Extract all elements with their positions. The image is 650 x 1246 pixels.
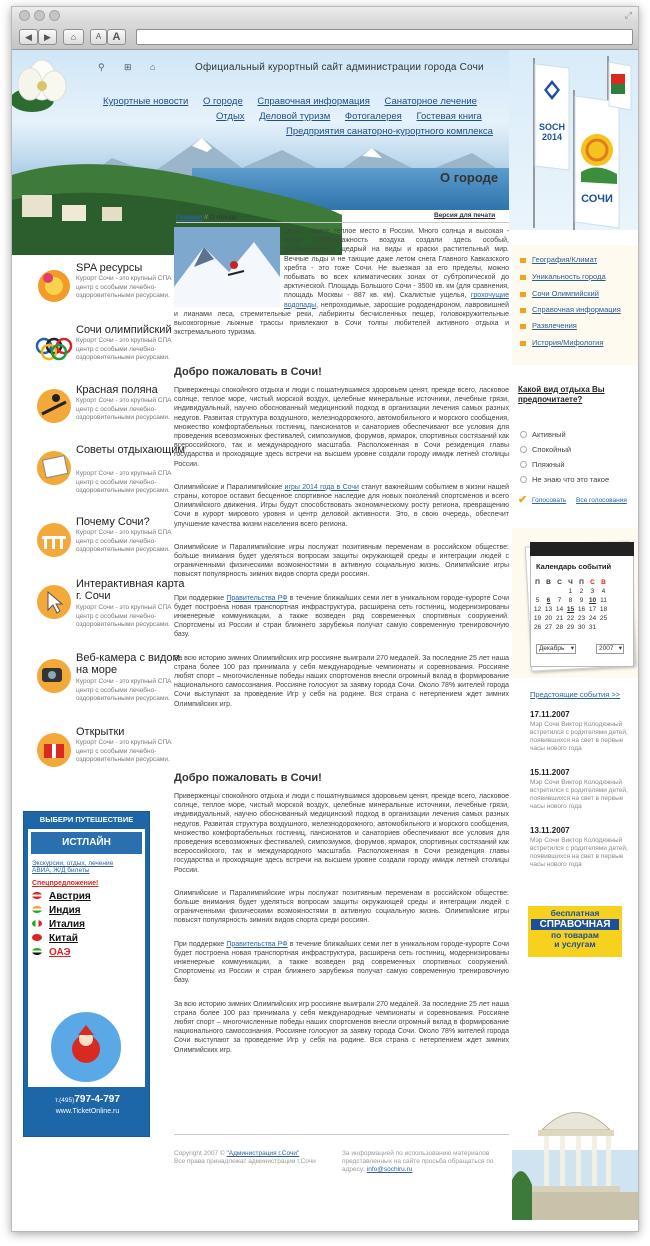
section-paragraph: Олимпийские и Паралимпийские игры 2014 года в Сочи станут важнейшим событием в жизни нашей страны, которое оставит бесценное спортивное наследие для новых поколений спортсменов и всего Олимпийского движения. Игры будут способствовать экономическому росту региона, превращению Сочи в курорт мирового уровня и центр деловой активности. Это, в свою очередь, обеспечит улучшение качества жизни населения всего региона. bbox=[174, 483, 509, 528]
calendar-day[interactable]: 7 bbox=[557, 597, 562, 604]
gift-icon bbox=[32, 726, 76, 770]
section-paragraph: Олимпийские и Паралимпийские игры послужат позитивным переменам в российском обществе: больше внимания будет уделяться вопросам защиты окружающей среды и интеграции людей с ограниченными физическими возможностями в активную социальную жизнь. Олимпийские игры повысят популярность зимних видов спорта среди россиян. bbox=[174, 889, 509, 925]
promo-title[interactable]: Красная поляна bbox=[76, 384, 158, 396]
olympics-2014-link[interactable]: игры 2014 года в Сочи bbox=[284, 483, 359, 491]
skier-icon bbox=[32, 384, 76, 428]
country-italy[interactable]: Италия bbox=[32, 919, 141, 933]
calendar-day[interactable]: 13 bbox=[544, 606, 553, 613]
bullet-icon bbox=[520, 324, 526, 329]
text-larger-button[interactable]: A bbox=[107, 29, 126, 45]
calendar-day[interactable]: 9 bbox=[579, 597, 584, 604]
promo-spa[interactable] bbox=[32, 262, 182, 324]
promo-interactive-map[interactable] bbox=[32, 578, 185, 640]
vote-link[interactable]: Голосовать bbox=[532, 497, 567, 504]
ad-line: СПРАВОЧНАЯ bbox=[531, 919, 619, 930]
nav-guestbook[interactable]: Гостевая книга bbox=[416, 111, 482, 122]
events-calendar bbox=[512, 528, 639, 678]
zoom-window-button[interactable] bbox=[49, 10, 60, 21]
left-promos bbox=[22, 262, 185, 822]
calendar-day[interactable] bbox=[598, 623, 609, 632]
footer-contacts: За информацией по использованию материалов представленных на сайте просьба обращаться по адресу: info@sochiru.ru bbox=[342, 1150, 494, 1173]
calendar-day[interactable]: 14 bbox=[555, 606, 564, 613]
section-paragraph: При поддержке Правительства РФ в течение ближайших семи лет в уникальном городе-курорте Сочи будет построена новая транспортная инфраструктура, расширена сеть гостиниц, модернизированы инженерные коммуникации, а также возведен ряд современных спортивных сооружений. Спортсмены из России и стран ближнего зарубежья получат самую современную тренировочную базу. bbox=[174, 940, 510, 985]
calendar-day[interactable]: 25 bbox=[599, 615, 608, 622]
calendar-day-header: Ч bbox=[568, 579, 573, 586]
calendar-day[interactable]: 1 bbox=[568, 588, 573, 595]
poll-option-label[interactable]: Активный bbox=[532, 430, 566, 439]
nav-sanatorium-treatment[interactable]: Санаторное лечение bbox=[384, 96, 477, 107]
promo-title[interactable]: Интерактивная карта г. Сочи bbox=[76, 578, 185, 602]
calendar-day[interactable]: 22 bbox=[566, 615, 575, 622]
calendar-day[interactable]: 12 bbox=[533, 606, 542, 613]
breadcrumb-home[interactable]: Главная bbox=[176, 214, 203, 221]
country-india[interactable]: Индия bbox=[32, 905, 141, 919]
poll-option-radio[interactable] bbox=[520, 446, 527, 453]
promo-title[interactable]: SPA ресурсы bbox=[76, 262, 143, 274]
promo-title[interactable]: Почему Сочи? bbox=[76, 516, 150, 528]
nav-leisure[interactable]: Отдых bbox=[216, 111, 245, 122]
calendar-day-header: В bbox=[546, 579, 551, 586]
event-date[interactable]: 13.11.2007 bbox=[530, 826, 570, 835]
calendar-day[interactable]: 6 bbox=[546, 597, 551, 604]
notebook-icon bbox=[32, 444, 76, 488]
right-menu bbox=[512, 245, 639, 365]
footer-copyright: Copyright 2007 © "Администрация г.Сочи" Все права принадлежат администрации г.Сочи bbox=[174, 1150, 316, 1165]
promo-title[interactable]: Веб-камера с видом на море bbox=[76, 652, 181, 676]
address-bar[interactable] bbox=[136, 29, 633, 45]
poll-option-label[interactable]: Спокойный bbox=[532, 445, 572, 454]
reference-service-ad[interactable] bbox=[528, 906, 622, 957]
calendar-day-header: С bbox=[557, 579, 562, 586]
poll-option-radio[interactable] bbox=[520, 461, 527, 468]
waterfalls-link[interactable]: грохочущие водопады bbox=[284, 292, 509, 309]
upcoming-events bbox=[512, 690, 639, 880]
calendar-day-header: В bbox=[601, 579, 606, 586]
text-smaller-button[interactable]: A bbox=[90, 29, 107, 45]
country-austria[interactable]: Австрия bbox=[32, 891, 141, 905]
section-paragraph: За всю историю зимних Олимпийских игр россияне выиграли 270 медалей. За последние 25 лет наша страна более 100 раз принимала у себя международные чемпионаты и соревнования. Россияне любят спорт – многочисленные победы наших спортсменов внесли огромный вклад в формирование национального самосознания. Россияне голосуют за заявку города Сочи. Около 78% жителей города Сочи выступают за проведение Игр у себя на родине. Вся страна с нетерпением ждет зимних Олимпийских игр. bbox=[174, 654, 509, 708]
travel-site[interactable]: www.TicketOnline.ru bbox=[55, 1108, 120, 1115]
promo-desc: Курорт Сочи - это крупный СПА центр с особыми лечебно-оздоровительными ресурсами. bbox=[76, 470, 172, 494]
poll bbox=[512, 385, 639, 515]
calendar-day[interactable]: 27 bbox=[544, 624, 553, 631]
colonnade-icon bbox=[32, 516, 76, 560]
map-cursor-icon bbox=[32, 578, 76, 622]
section-heading: Добро пожаловать в Сочи! bbox=[174, 366, 322, 378]
government-link[interactable]: Правительства РФ bbox=[226, 940, 288, 948]
calendar-day[interactable]: 15 bbox=[566, 606, 575, 613]
calendar-day[interactable]: 19 bbox=[533, 615, 542, 622]
promo-desc: Курорт Сочи - это крупный СПА центр с особыми лечебно-оздоровительными ресурсами. bbox=[76, 604, 172, 628]
nav-resort-news[interactable]: Курортные новости bbox=[103, 96, 189, 107]
travel-banner-body bbox=[28, 829, 145, 1087]
poll-option-label[interactable]: Не знаю что это такое bbox=[532, 475, 610, 484]
ad-line: по товарам bbox=[551, 930, 599, 940]
chevron-down-icon: ▾ bbox=[570, 645, 574, 652]
calendar-day[interactable] bbox=[554, 587, 565, 596]
olympic-rings-icon bbox=[32, 324, 76, 368]
event-date[interactable]: 17.11.2007 bbox=[530, 710, 570, 719]
promo-desc: Курорт Сочи - это крупный СПА центр с особыми лечебно-оздоровительными ресурсами. bbox=[76, 275, 172, 299]
calendar-day[interactable]: 3 bbox=[590, 588, 595, 595]
browser-toolbar bbox=[12, 24, 638, 50]
calendar-day[interactable]: 24 bbox=[588, 615, 597, 622]
calendar-day[interactable]: 11 bbox=[600, 597, 607, 604]
promo-desc: Курорт Сочи - это крупный СПА центр с особыми лечебно-оздоровительными ресурсами. bbox=[76, 337, 172, 361]
divider bbox=[176, 222, 509, 223]
section-paragraph: Олимпийские и Паралимпийские игры послужат позитивным переменам в российском обществе: больше внимания будет уделяться вопросам защиты окружающей среды и интеграции людей с ограниченными физическими возможностями в активную социальную жизнь. Олимпийские игры повысят популярность зимних видов спорта среди россиян. bbox=[174, 543, 509, 579]
web-page bbox=[12, 50, 639, 1232]
calendar-day-header: П bbox=[579, 579, 584, 586]
government-link[interactable]: Правительства РФ bbox=[226, 594, 288, 602]
promo-postcards[interactable] bbox=[32, 726, 182, 788]
main-nav-row-1 bbox=[103, 96, 489, 107]
ad-line: бесплатная bbox=[550, 908, 600, 918]
event-text: Мэр Сочи Виктор Колодяжный встретился с родителями детей, появившихся на свет в первые часы нового года bbox=[530, 837, 628, 868]
calendar-day[interactable]: 29 bbox=[566, 624, 575, 631]
right-menu-item[interactable]: География/Климат bbox=[532, 255, 598, 264]
travel-banner[interactable] bbox=[23, 811, 150, 1137]
title-bar bbox=[12, 7, 638, 24]
intro-text-rest: , непроходимые, заросшие рододендроном, лавровишней и лианами леса, стремительные реки, лабиринты бесчисленных пещер, головокружительные высокогорные лыжные трассы привлекают в Сочи толпы любителей активного отдыха и экстремального туризма. bbox=[174, 301, 509, 337]
right-menu-item[interactable]: Справочная информация bbox=[532, 305, 621, 314]
administration-link[interactable]: "Администрация г.Сочи" bbox=[226, 1150, 300, 1157]
site-title: Официальный курортный сайт администрации города Сочи bbox=[195, 62, 484, 73]
section-paragraph: Приверженцы спокойного отдыха и люди с пошатнувшимся здоровьем ценят, прежде всего, ласковое солнце, теплое море, чистый морской воздух, целебные минеральные источники, лечебные грязи, индивидуальный, научно обоснованный медицинский подход в организации лечения самых разных недугов. Развитая структура воздушного, железнодорожного, автомобильного и морского сообщения, множество комфортабельных гостиниц, пансионатов и санаториев обеспечивают все условия для проведения всевозможных фестивалей, симпозиумов, форумов, ярмарок, спортивных состязаний как всероссийского, так и международного масштаба. Расположенная в Сочи резиденция главы государства и проходящие здесь встречи на высшем уровне создали городу имидж летней столицы России. bbox=[174, 387, 509, 468]
footer-divider bbox=[174, 1134, 509, 1135]
home-icon[interactable]: ⌂ bbox=[63, 29, 84, 45]
calendar-day[interactable]: 10 bbox=[588, 597, 597, 604]
promo-title[interactable]: Советы отдыхающим bbox=[76, 444, 185, 456]
special-offer[interactable]: Спецпредложение! bbox=[32, 880, 99, 887]
bullet-icon bbox=[520, 341, 526, 346]
nav-resort-enterprises[interactable]: Предприятия санаторно-курортного комплекса bbox=[286, 126, 493, 137]
calendar-day[interactable]: 20 bbox=[544, 615, 553, 622]
calendar-day[interactable] bbox=[532, 587, 543, 596]
promo-title[interactable]: Открытки bbox=[76, 726, 125, 738]
nav-reference-info[interactable]: Справочная информация bbox=[257, 96, 370, 107]
chevron-down-icon: ▾ bbox=[618, 645, 622, 652]
bullet-icon bbox=[520, 275, 526, 280]
forward-button[interactable]: ▶ bbox=[38, 29, 57, 45]
checkmark-icon: ✔ bbox=[518, 494, 528, 506]
sochi-2014-logo-text: SOCH bbox=[538, 122, 566, 132]
nav-photo-gallery[interactable]: Фотогалерея bbox=[344, 111, 402, 122]
travel-line-1[interactable]: Экскурсии, отдых, лечение bbox=[32, 860, 114, 867]
ad-line: и услугам bbox=[554, 939, 596, 949]
main-nav-row-3 bbox=[286, 126, 505, 137]
nav-business-tourism[interactable]: Деловой туризм bbox=[259, 111, 331, 122]
breadcrumb-current: О городе bbox=[209, 214, 237, 221]
promo-desc: Курорт Сочи - это крупный СПА центр с особыми лечебно-оздоровительными ресурсами. bbox=[76, 529, 172, 553]
back-button[interactable]: ◀ bbox=[19, 29, 38, 45]
intro-paragraph bbox=[174, 227, 509, 357]
calendar-day[interactable]: 16 bbox=[577, 606, 586, 613]
calendar-day[interactable]: 21 bbox=[555, 615, 564, 622]
main-nav-row-2 bbox=[216, 111, 494, 122]
browser-window bbox=[11, 6, 639, 1232]
calendar-day[interactable]: 18 bbox=[599, 606, 608, 613]
promo-desc: Курорт Сочи - это крупный СПА центр с особыми лечебно-оздоровительными ресурсами. bbox=[76, 678, 172, 702]
section-paragraph: За всю историю зимних Олимпийских игр россияне выиграли 270 медалей. За последние 25 лет наша страна более 100 раз принимала у себя международные чемпионаты и соревнования. Россияне любят спорт – многочисленные победы наших спортсменов внесли огромный вклад в формирование национального самосознания. Россияне голосуют за заявку города Сочи. Около 78% жителей города Сочи выступают за проведение Игр у себя на родине. Вся страна с нетерпением ждет зимних Олимпийских игр. bbox=[174, 1000, 509, 1054]
travel-line-2[interactable]: АВИА, Ж/Д билеты bbox=[32, 867, 90, 874]
email-link[interactable]: info@sochiru.ru bbox=[366, 1166, 413, 1173]
calendar-day[interactable]: 2 bbox=[579, 588, 584, 595]
promo-why-sochi[interactable] bbox=[32, 516, 182, 578]
right-menu-item[interactable]: Уникальность города bbox=[532, 272, 606, 281]
promo-title[interactable]: Сочи олимпийский bbox=[76, 324, 172, 336]
rotunda-image bbox=[512, 1090, 639, 1220]
calendar-day-header: С bbox=[590, 579, 595, 586]
minimize-window-button[interactable] bbox=[34, 10, 45, 21]
calendar-day[interactable]: 26 bbox=[533, 624, 542, 631]
promo-olympic[interactable] bbox=[32, 324, 182, 386]
sitemap-icon[interactable]: ⊞ bbox=[124, 62, 132, 72]
upcoming-events-link[interactable]: Предстоящие события >> bbox=[530, 690, 621, 699]
promo-desc: Курорт Сочи - это крупный СПА центр с особыми лечебно-оздоровительными ресурсами. bbox=[76, 739, 172, 763]
calendar-day-header: П bbox=[535, 579, 540, 586]
bullet-icon bbox=[520, 258, 526, 263]
resize-icon[interactable]: ⤢ bbox=[624, 10, 632, 20]
promo-krasnaya-polyana[interactable] bbox=[32, 384, 182, 446]
year-select[interactable]: 2007 ▾ bbox=[596, 644, 624, 654]
poll-option-radio[interactable] bbox=[520, 431, 527, 438]
page-title: О городе bbox=[440, 170, 499, 185]
event-text: Мэр Сочи Виктор Колодяжный встретился с родителями детей, появившихся на свет в первые часы нового года bbox=[530, 721, 628, 752]
calendar-day[interactable]: 23 bbox=[577, 615, 586, 622]
nav-about-city[interactable]: О городе bbox=[202, 96, 243, 107]
travel-phone[interactable]: т.(495)797-4-797 bbox=[55, 1094, 120, 1105]
svg-text:2014: 2014 bbox=[541, 132, 563, 142]
home-icon[interactable]: ⌂ bbox=[150, 62, 156, 72]
intro-text: Сочи - самое тёплое место в России. Много солнца и высокая - почти 100%-влажность воздуха создали здесь особый, необыкновенно щедрый на виды и краски растительный мир. Вечные льды и не тающие даже летом снега Главного Кавказского хребта - это тоже Сочи. Не выезжая за его пределы, можно побывать во всех климатических зонах от субтропической до арктической. Площадь Большого Сочи - 3500 кв. км (для сравнения, площадь Москвы - 887 кв. км). Скалистые ущелья, bbox=[284, 228, 509, 300]
section-paragraph: Приверженцы спокойного отдыха и люди с пошатнувшимся здоровьем ценят, прежде всего, ласковое солнце, теплое море, чистый морской воздух, целебные минеральные источники, лечебные грязи, индивидуальный, научно обоснованный медицинский подход в организации лечения самых разных недугов. Развитая структура воздушного, железнодорожного, автомобильного и морского сообщения, множество комфортабельных гостиниц, пансионатов и санаториев обеспечивают все условия для проведения всевозможных фестивалей, симпозиумов, форумов, ярмарок, спортивных состязаний как всероссийского, так и международного масштаба. Расположенная в Сочи резиденция главы государства и проходящие здесь встречи на высшем уровне создали городу имидж летней столицы России. bbox=[174, 793, 509, 874]
content-section-2 bbox=[174, 772, 509, 1055]
promo-webcam[interactable] bbox=[32, 652, 182, 714]
breadcrumb bbox=[176, 214, 237, 221]
right-menu-item[interactable]: История/Мифология bbox=[532, 338, 604, 347]
content-section-1 bbox=[174, 366, 509, 709]
breadcrumb-separator: // bbox=[204, 214, 208, 221]
calendar-day[interactable]: 30 bbox=[577, 624, 586, 631]
poll-option-radio[interactable] bbox=[520, 476, 527, 483]
sochi-logo-text: СОЧИ bbox=[581, 193, 613, 205]
spa-flower-icon bbox=[32, 262, 76, 306]
country-list bbox=[28, 889, 145, 963]
calendar-day[interactable]: 31 bbox=[588, 624, 597, 631]
calendar-day[interactable] bbox=[543, 587, 554, 596]
calendar-day[interactable]: 17 bbox=[588, 606, 597, 613]
all-polls-link[interactable]: Все голосования bbox=[576, 497, 627, 504]
poll-question: Какой вид отдыха Вы предпочитаете? bbox=[518, 385, 605, 404]
section-paragraph: При поддержке Правительства РФ в течение ближайших семи лет в уникальном городе-курорте Сочи будет построена новая транспортная инфраструктура, расширена сеть гостиниц, модернизированы инженерные коммуникации, а также возведен ряд современных спортивных сооружений. Спортсмены из России и стран ближнего зарубежья получат самую современную тренировочную базу. bbox=[174, 594, 510, 639]
print-version-link[interactable]: Версия для печати bbox=[434, 212, 496, 219]
travel-brand-logo: ИСТЛАЙН bbox=[31, 832, 142, 854]
event-text: Мэр Сочи Виктор Колодяжный встретился с родителями детей, появившихся на свет в первые часы нового года bbox=[530, 779, 628, 810]
webcam-icon bbox=[32, 652, 76, 696]
santa-globe-image bbox=[28, 1005, 145, 1085]
flags-banner bbox=[509, 50, 639, 230]
search-icon[interactable]: ⚲ bbox=[98, 62, 105, 72]
calendar-grid bbox=[532, 578, 609, 632]
calendar-day[interactable]: 5 bbox=[535, 597, 540, 604]
promo-tips[interactable] bbox=[32, 444, 185, 506]
calendar-day[interactable]: 28 bbox=[555, 624, 564, 631]
bullet-icon bbox=[520, 308, 526, 313]
right-menu-item[interactable]: Развлечения bbox=[532, 321, 577, 330]
calendar-day[interactable]: 8 bbox=[568, 597, 573, 604]
poll-option-label[interactable]: Пляжный bbox=[532, 460, 565, 469]
calendar-title: Календарь событий bbox=[536, 562, 612, 571]
magnolia-flower-image bbox=[12, 50, 74, 122]
bullet-icon bbox=[520, 292, 526, 297]
calendar-day[interactable]: 4 bbox=[601, 588, 606, 595]
close-window-button[interactable] bbox=[19, 10, 30, 21]
travel-banner-header: ВЫБЕРИ ПУТЕШЕСТВИЕ bbox=[39, 815, 134, 824]
country-china[interactable]: Китай bbox=[32, 933, 141, 947]
event-date[interactable]: 15.11.2007 bbox=[530, 768, 570, 777]
right-menu-item[interactable]: Сочи Олимпийский bbox=[532, 289, 599, 298]
section-heading: Добро пожаловать в Сочи! bbox=[174, 772, 322, 784]
country-uae[interactable]: ОАЭ bbox=[32, 947, 141, 961]
month-select[interactable]: Декабрь ▾ bbox=[536, 644, 576, 654]
promo-desc: Курорт Сочи - это крупный СПА центр с особыми лечебно-оздоровительными ресурсами. bbox=[76, 397, 172, 421]
